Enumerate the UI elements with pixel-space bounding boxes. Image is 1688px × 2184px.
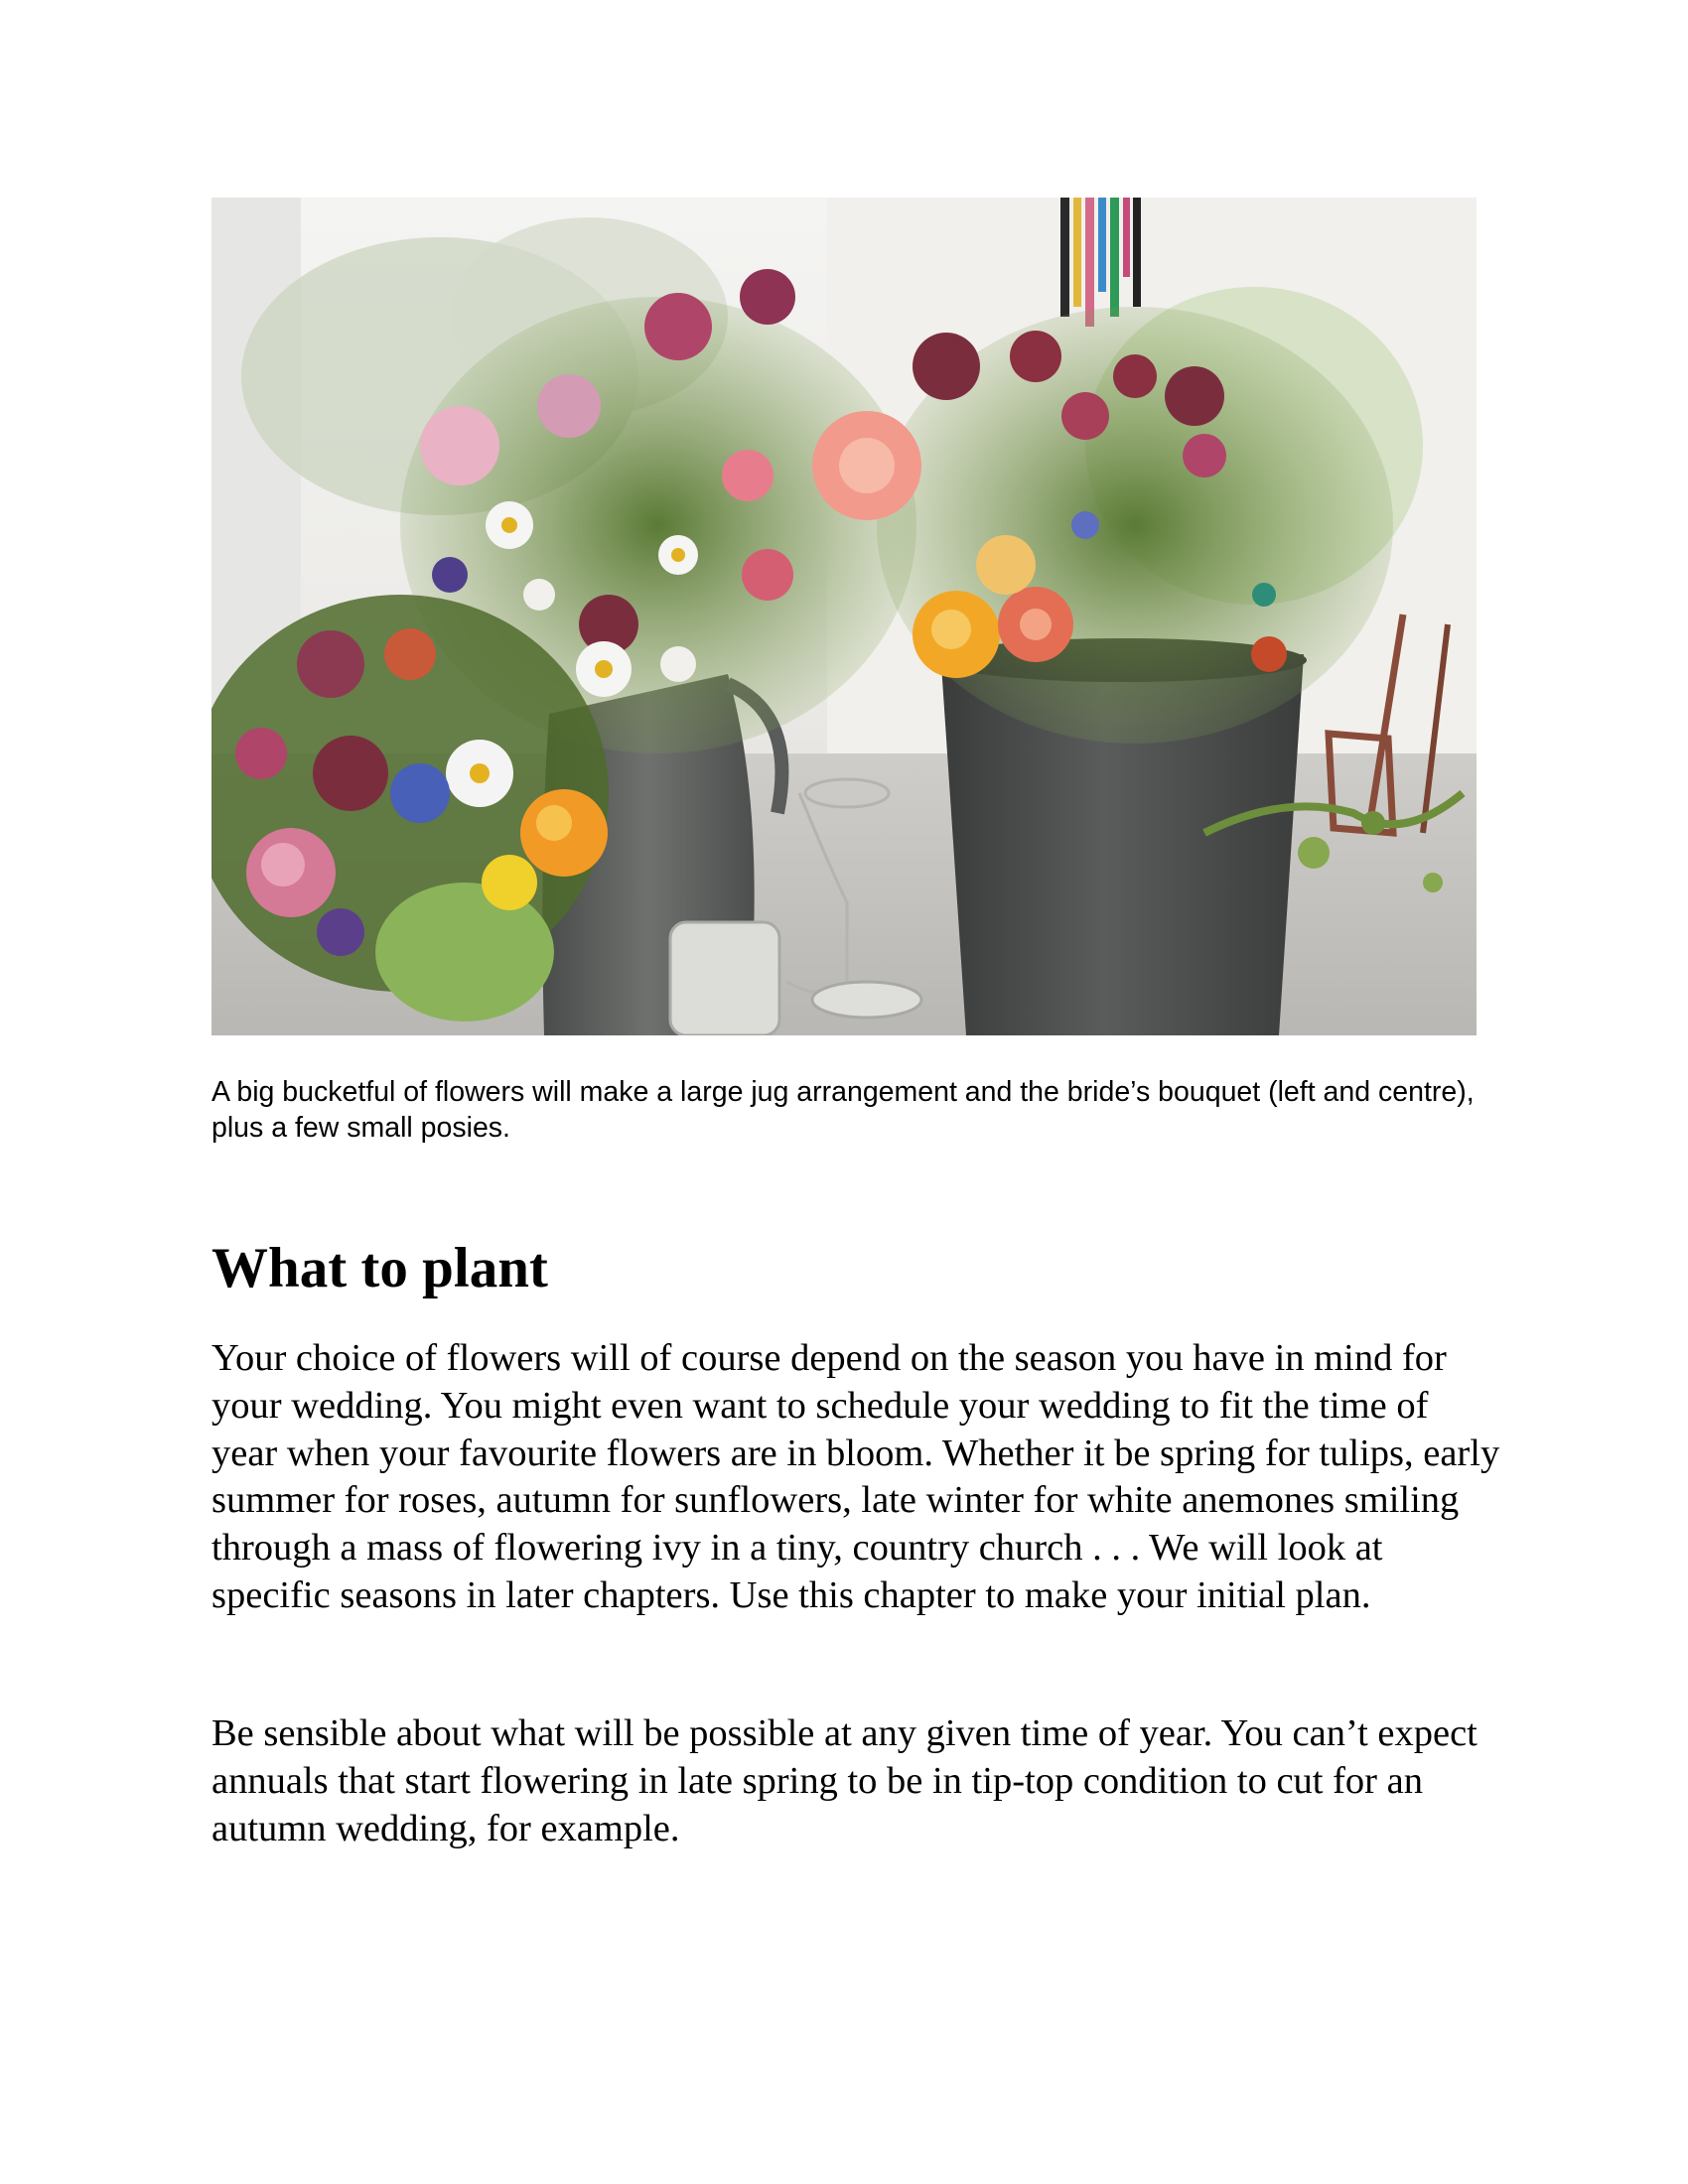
flower-arrangement-photo: [211, 198, 1477, 1035]
photo-caption: A big bucketful of flowers will make a large jug arrangement and the bride’s bouquet (left and centre), plus a few small posies.: [211, 1076, 1475, 1144]
body-paragraph-1: Your choice of flowers will of course depend on the season you have in mind for your wedding. You might even want to schedule your wedding to fit the time of year when your favourite flowers are in bloom. Whether it be spring for tulips, early summer for roses, autumn for sunflowers, late winter for white anemones smiling through a mass of flowering ivy in a tiny, country church . . . We will look at specific seasons in later chapters. Use this chapter to make your initial plan.: [211, 1337, 1500, 1616]
section-heading: What to plant: [211, 1237, 548, 1299]
body-paragraph-2: Be sensible about what will be possible at any given time of year. You can’t expect annuals that start flowering in late spring to be in tip-top condition to cut for an autumn wedding, for example.: [211, 1712, 1477, 1849]
